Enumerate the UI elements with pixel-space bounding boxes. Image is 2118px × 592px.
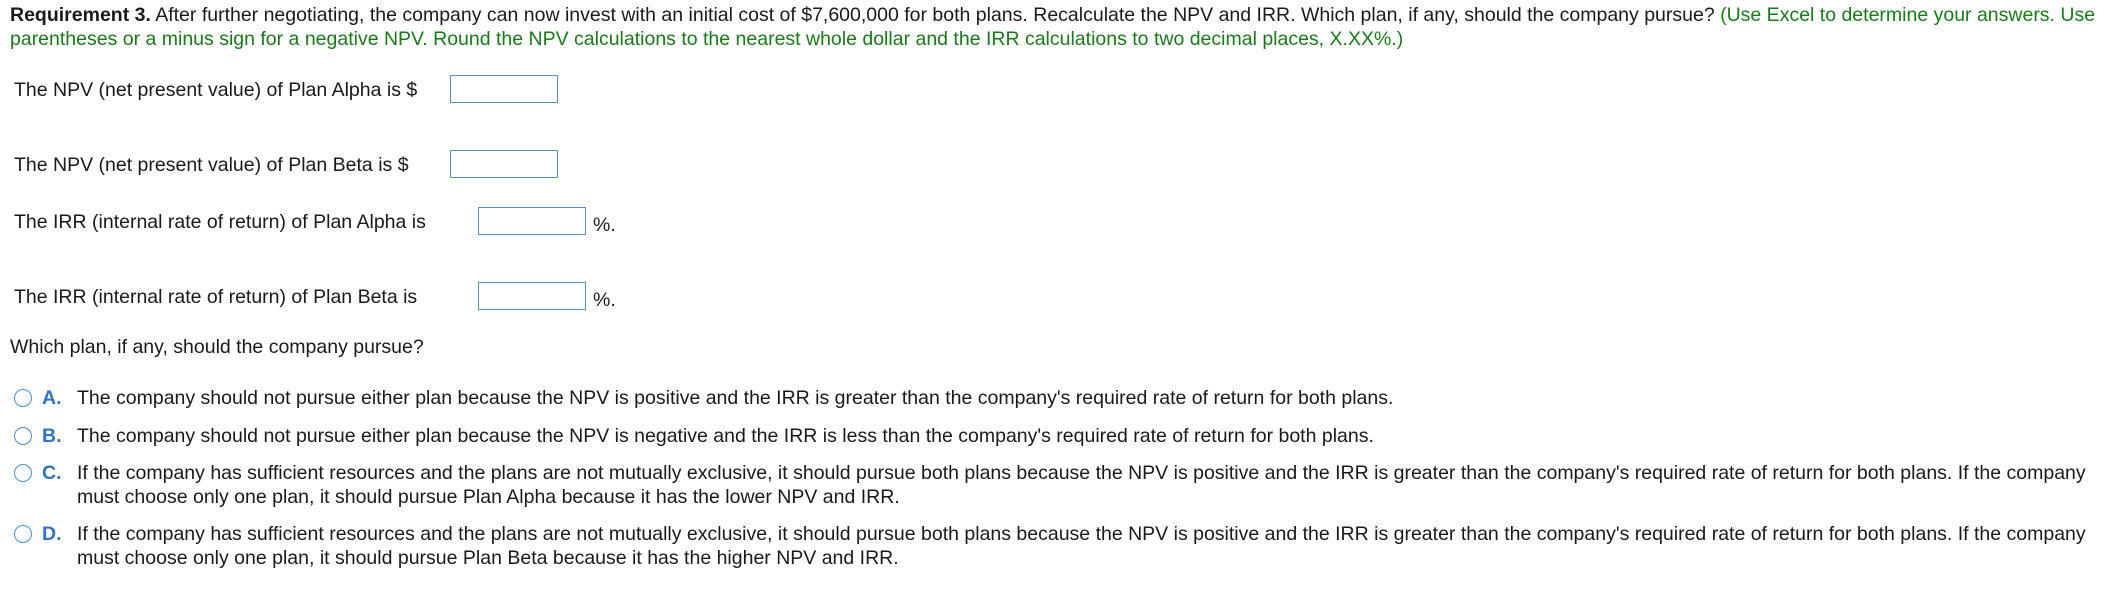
npv-beta-input[interactable] — [450, 150, 558, 178]
question-text: Which plan, if any, should the company pursue? — [10, 336, 424, 358]
irr-alpha-input[interactable] — [478, 207, 586, 235]
npv-alpha-row — [14, 75, 417, 105]
npv-alpha-input[interactable] — [450, 75, 558, 103]
radio-a[interactable] — [14, 389, 32, 407]
irr-alpha-row — [14, 207, 616, 237]
irr-alpha-label: The IRR (internal rate of return) of Plan Alpha is — [14, 211, 426, 233]
npv-alpha-label: The NPV (net present value) of Plan Alpha is $ — [14, 79, 418, 101]
option-c-text: If the company has sufficient resources and the plans are not mutually exclusive, it should pursue both plans because the NPV is positive and the IRR is greater than the company's required rate of return for both plans. If the company must choose only one plan, it should pursue Plan Alpha because it has the lower NPV and IRR. — [77, 462, 2086, 508]
option-a-letter: A. — [42, 387, 62, 409]
option-a-text: The company should not pursue either plan because the NPV is positive and the IRR is greater than the company's required rate of return for both plans. — [77, 387, 1394, 409]
requirement-instruction: (Use Excel to determine your answers. Use parentheses or a minus sign for a negative NPV. Round the NPV calculations to the nearest whole dollar and the IRR calculations to two decimal places, X.XX%.) — [10, 4, 2096, 50]
npv-beta-row — [14, 150, 409, 180]
requirement-label: Requirement 3. — [10, 4, 151, 26]
npv-beta-label: The NPV (net present value) of Plan Beta is $ — [14, 154, 409, 176]
radio-c[interactable] — [14, 464, 32, 482]
irr-beta-row — [14, 282, 616, 312]
requirement-prompt — [10, 3, 2108, 51]
irr-alpha-percent: %. — [593, 214, 616, 236]
option-b-text: The company should not pursue either plan because the NPV is negative and the IRR is less than the company's required rate of return for both plans. — [77, 425, 1374, 447]
option-c-letter: C. — [42, 462, 62, 484]
irr-beta-percent: %. — [593, 289, 616, 311]
irr-beta-input[interactable] — [478, 282, 586, 310]
radio-b[interactable] — [14, 427, 32, 445]
option-b-letter: B. — [42, 425, 62, 447]
radio-d[interactable] — [14, 525, 32, 543]
option-d-text: If the company has sufficient resources and the plans are not mutually exclusive, it should pursue both plans because the NPV is positive and the IRR is greater than the company's required rate of return for both plans. If the company must choose only one plan, it should pursue Plan Beta because it has the higher NPV and IRR. — [77, 523, 2086, 569]
requirement-body: After further negotiating, the company can now invest with an initial cost of $7,600,000 for both plans. Recalculate the NPV and IRR. Which plan, if any, should the company pursue? — [150, 4, 1721, 26]
option-d-letter: D. — [42, 523, 62, 545]
irr-beta-label: The IRR (internal rate of return) of Plan Beta is — [14, 286, 418, 308]
